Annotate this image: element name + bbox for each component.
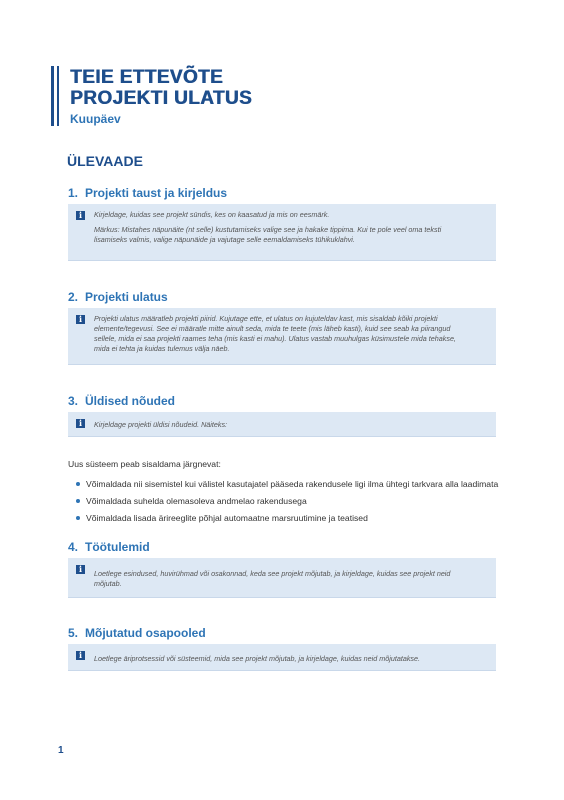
info-icon: i <box>76 565 85 574</box>
date-field[interactable]: Kuupäev <box>70 112 121 126</box>
section-title: Töötulemid <box>85 540 150 554</box>
tip-text <box>94 314 466 354</box>
list-item <box>68 495 498 512</box>
section-number: 3. <box>68 394 79 408</box>
title-line-2: PROJEKTI ULATUS <box>70 88 252 109</box>
tip-text <box>94 210 466 245</box>
tip-text <box>94 654 466 664</box>
section-number: 4. <box>68 540 79 554</box>
title-accent-bar <box>51 66 54 126</box>
section-heading-1 <box>68 186 227 200</box>
section-number: 5. <box>68 626 79 640</box>
list-item <box>68 478 498 495</box>
bullet-icon <box>76 482 80 486</box>
section-heading-3 <box>68 394 175 408</box>
info-icon: i <box>76 651 85 660</box>
info-icon: i <box>76 315 85 324</box>
section-title: Mõjutatud osapooled <box>85 626 206 640</box>
tip-paragraph: Loetlege esindused, huvirühmad või osakonnad, keda see projekt mõjutab, ja kirjeldage, kuidas see projekt neid mõjutab. <box>94 569 451 588</box>
section-number: 2. <box>68 290 79 304</box>
bullet-icon <box>76 499 80 503</box>
tip-box-3[interactable] <box>68 412 496 437</box>
list-item <box>68 512 498 529</box>
tip-box-4[interactable] <box>68 558 496 598</box>
tip-paragraph: Loetlege äriprotsessid või süsteemid, mida see projekt mõjutab, ja kirjeldage, kuidas neid mõjutatakse. <box>94 654 421 663</box>
tip-box-1[interactable] <box>68 204 496 261</box>
section-title: Projekti taust ja kirjeldus <box>85 186 228 200</box>
section-heading-4 <box>68 540 150 554</box>
list-item-text: Võimaldada nii sisemistel kui välistel kasutajatel pääseda rakendusele ligi ilma ühtegi tarkvara alla laadimata <box>86 479 499 489</box>
bullet-icon <box>76 516 80 520</box>
overview-heading: ÜLEVAADE <box>67 153 143 169</box>
tip-paragraph: Projekti ulatus määratleb projekti piirid. Kujutage ette, et ulatus on kujuteldav kast, mis sisaldab kõiki projekti elemente/tegevusi. See ei määratle mitte ainult seda, mida te teete (mis läheb kasti), kuid see seab ka piirangud sellele, mida ei saa projekti raames teha (mis kasti ei mahu). Ulatus vastab muuhulgas küsimustele mida tehakse, mida ei tehta ja kuidas tulemus välja näeb. <box>94 314 456 353</box>
tip-text <box>94 569 466 589</box>
title-accent-bar-thin <box>57 66 59 126</box>
section-number: 1. <box>68 186 79 200</box>
section-title: Üldised nõuded <box>85 394 175 408</box>
info-icon: i <box>76 419 85 428</box>
section-title: Projekti ulatus <box>85 290 168 304</box>
requirements-intro: Uus süsteem peab sisaldama järgnevat: <box>68 459 221 469</box>
tip-box-5[interactable] <box>68 644 496 671</box>
tip-text <box>94 420 466 430</box>
tip-note: Märkus: Mistahes näpunäite (nt selle) kustutamiseks valige see ja hakake tippima. Kui te pole veel oma teksti lisamiseks valmis, valige näpunäide ja vajutage selle eemaldamiseks tühikuklahvi. <box>94 225 442 244</box>
tip-paragraph: Kirjeldage projekti üldisi nõudeid. Näiteks: <box>94 420 228 429</box>
requirements-list <box>68 478 498 529</box>
info-icon: i <box>76 211 85 220</box>
page-title <box>70 67 252 109</box>
section-heading-5 <box>68 626 206 640</box>
list-item-text: Võimaldada suhelda olemasoleva andmelao rakendusega <box>86 496 307 506</box>
section-heading-2 <box>68 290 168 304</box>
page-number: 1 <box>58 745 64 756</box>
tip-box-2[interactable] <box>68 308 496 365</box>
tip-paragraph: Kirjeldage, kuidas see projekt sündis, kes on kaasatud ja mis on eesmärk. <box>94 210 330 219</box>
title-line-1: TEIE ETTEVÕTE <box>70 67 223 88</box>
list-item-text: Võimaldada lisada ärireeglite põhjal automaatne marsruutimine ja teatised <box>86 513 368 523</box>
